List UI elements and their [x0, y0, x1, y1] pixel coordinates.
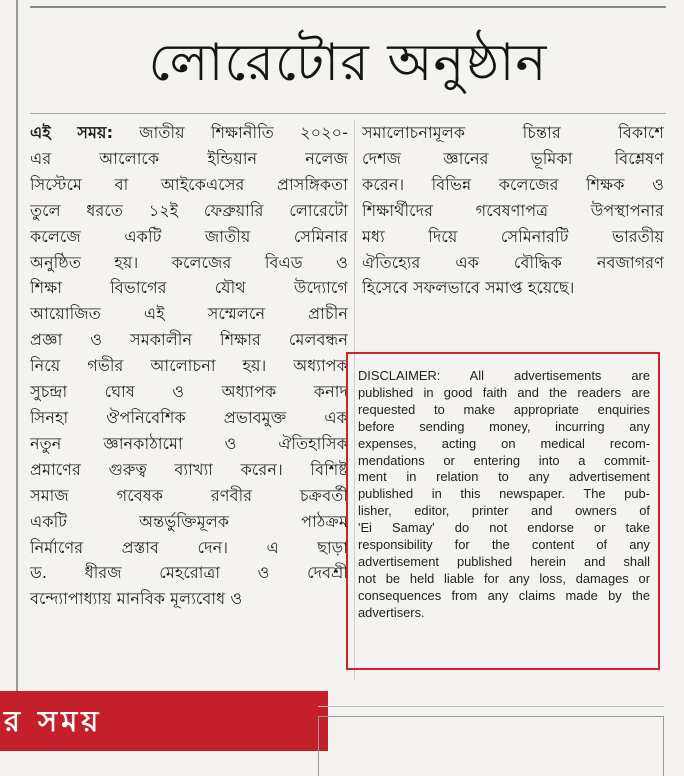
article-line: নিয়ে গভীর আলোচনা হয়। অধ্যাপক: [30, 356, 348, 376]
article-line: সুচন্দ্রা ঘোষ ও অধ্যাপক কনাদ: [30, 382, 348, 402]
article-line: নতুন জ্ঞানকাঠামো ও ঐতিহাসিক: [30, 433, 348, 453]
disclaimer-line: published in this newspaper. The pub-: [358, 486, 650, 502]
masthead-banner: র সময়: [0, 691, 328, 751]
article-line: এর আলোকে ইন্ডিয়ান নলেজ: [30, 148, 348, 168]
source-label: এই সময়:: [30, 123, 114, 142]
article-headline: লোরেটোর অনুষ্ঠান: [148, 33, 548, 93]
article-line: সমালোচনামূলক চিন্তার বিকাশে: [362, 123, 664, 142]
article-line: কলেজে একটি জাতীয় সেমিনার: [30, 226, 348, 246]
article-line: ড. ধীরজ মেহরোত্রা ও দেবশ্রী: [30, 563, 348, 583]
disclaimer-line: consequences from any claims made by the: [358, 587, 650, 603]
disclaimer-line: DISCLAIMER: All advertisements are: [358, 368, 650, 383]
disclaimer-line: expenses, acting on medical recom-: [358, 435, 650, 451]
article-line: আয়োজিত এই সম্মেলনে প্রাচীন: [30, 304, 348, 324]
headline-rule: [30, 113, 666, 114]
article-line: সিনহা ঔপনিবেশিক প্রভাবমুক্ত এক: [30, 407, 348, 427]
disclaimer-box: [346, 352, 660, 670]
article-line: প্রজ্ঞা ও সমকালীন শিক্ষার মেলবন্ধন: [30, 330, 348, 350]
article-line: হিসেবে সফলভাবে সমাপ্ত হয়েছে।: [362, 278, 575, 298]
article-line: নির্মাণের প্রস্তাব দেন। এ ছাড়া: [30, 537, 348, 557]
article-left-column: [30, 120, 348, 612]
disclaimer-line: ment in relation to any advertisement: [358, 469, 650, 485]
page-edge-rule: [16, 0, 18, 700]
article-line: একটি অন্তর্ভুক্তিমূলক পাঠক্রম: [30, 511, 348, 531]
disclaimer-line: lisher, editor, printer and owners of: [358, 503, 650, 519]
article-line: ঐতিহ্যের এক বৌদ্ধিক নবজাগরণ: [362, 252, 664, 272]
article-line: সমাজ গবেষক রণবীর চক্রবর্তী: [30, 485, 348, 505]
disclaimer-line: 'Ei Samay' do not endorse or take: [358, 520, 650, 536]
disclaimer-line: requested to make appropriate enquiries: [358, 401, 650, 417]
article-line: দেশজ জ্ঞানের ভূমিকা বিশ্লেষণ: [362, 148, 664, 168]
article-right-column: [362, 120, 664, 301]
disclaimer-line: not be held liable for any loss, damages or: [358, 570, 650, 586]
article-line: প্রমাণের গুরুত্ব ব্যাখ্যা করেন। বিশিষ্ট: [30, 459, 348, 479]
disclaimer-line: advertisement published herein and shall: [358, 553, 650, 569]
article-line: মধ্য দিয়ে সেমিনারটি ভারতীয়: [362, 226, 664, 246]
article-line: এই সময়: জাতীয় শিক্ষানীতি ২০২০-: [30, 123, 348, 142]
disclaimer-line: before sending money, incurring any: [358, 418, 650, 434]
disclaimer-line: published in good faith and the readers are: [358, 384, 650, 400]
top-rule: [30, 6, 666, 8]
disclaimer-line: advertisers.: [358, 604, 425, 620]
disclaimer-line: mendations or entering into a commit-: [358, 452, 650, 468]
article-line: অনুষ্ঠিত হয়। কলেজের বিএড ও: [30, 252, 348, 272]
article-line: তুলে ধরতে ১২ই ফেব্রুয়ারি লোরেটো: [30, 200, 348, 220]
disclaimer-line: responsibility for the content of any: [358, 537, 650, 553]
article-line: সিস্টেমে বা আইকেএসের প্রাসঙ্গিকতা: [30, 174, 348, 194]
article-line: শিক্ষার্থীদের গবেষণাপত্র উপস্থাপনার: [362, 200, 664, 220]
article-line: করেন। বিভিন্ন কলেজের শিক্ষক ও: [362, 174, 664, 194]
adjacent-frame: [318, 716, 664, 776]
article-line: বন্দ্যোপাধ্যায় মানবিক মূল্যবোধ ও: [30, 589, 243, 609]
bottom-rule: [318, 706, 664, 707]
article-line: শিক্ষা বিভাগের যৌথ উদ্যোগে: [30, 278, 348, 298]
